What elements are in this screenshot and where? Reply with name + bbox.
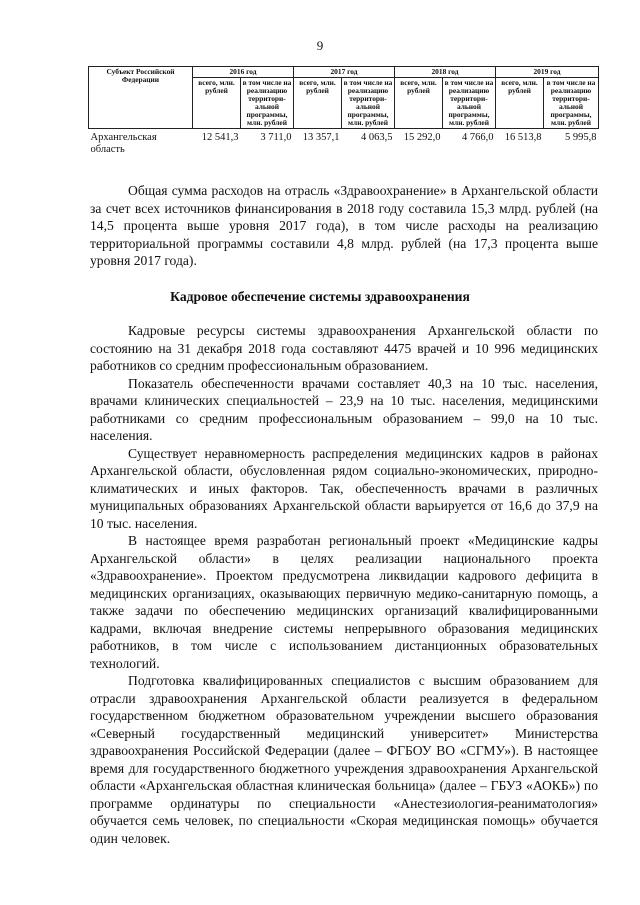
table-row — [89, 129, 599, 157]
program-subheader: в том числе на реализацию территори-альной программы, млн. рублей — [241, 78, 294, 129]
paragraph: Кадровые ресурсы системы здравоохранения Архангельской области по состоянию на 31 декабря 2018 года составляют 4475 врачей и 10 996 медицинских работников со средним профессиональным образованием. — [90, 323, 598, 373]
subject-header: Субъект Российской Федерации — [89, 67, 193, 129]
staffing-section — [90, 322, 598, 847]
value-cell: 13 357,1 — [302, 132, 340, 143]
total-subheader: всего, млн. рублей — [294, 78, 342, 129]
program-subheader: в том числе на реализацию территори-альной программы, млн. рублей — [443, 78, 496, 129]
value-cell: 15 292,0 — [403, 132, 441, 143]
year-header: 2016 год — [193, 67, 294, 78]
paragraph: Подготовка квалифицированных специалистов с высшим образованием для отрасли здравоохранения Архангельской области реализуется в федеральном государственном бюджетном образовательном учреждении высшего образования «Северный государственный медицинский университет» Министерства здравоохранения Российской Федерации (далее – ФГБОУ ВО «СГМУ»). В настоящее время для государственного бюджетного учреждения здравоохранения Архангельской области «Архангельская областная клиническая больница» (далее – ГБУЗ «АОКБ») по программе ординатуры по специальности «Анестезиология-реаниматология» обучается семь человек, по специальности «Скорая медицинская помощь» обучается один человек. — [90, 673, 598, 846]
year-header: 2018 год — [395, 67, 496, 78]
table-header-row — [89, 67, 599, 78]
paragraph: В настоящее время разработан региональный проект «Медицинские кадры Архангельской области» в целях реализации национального проекта «Здравоохранение». Проектом предусмотрена ликвидации кадрового дефицита в медицинских организациях, оказывающих первичную медико-санитарную помощь, а также задачи по обеспечению медицинских организаций квалифицированными кадрами, включая внедрение системы непрерывного образования медицинских работников, в том числе с использованием дистанционных образовательных технологий. — [90, 533, 598, 671]
value-cell: 16 513,8 — [504, 132, 542, 143]
paragraph: Показатель обеспеченности врачами составляет 40,3 на 10 тыс. населения, врачами клинических специальностей – 23,9 на 10 тыс. населения, медицинскими работниками со средним профессиональным образованием – 99,0 на 10 тыс. населения. — [90, 375, 598, 443]
intro-section — [90, 182, 598, 270]
total-subheader: всего, млн. рублей — [193, 78, 241, 129]
value-cell: 5 995,8 — [565, 132, 597, 143]
program-subheader: в том числе на реализацию территори-альной программы, млн. рублей — [342, 78, 395, 129]
region-cell: Архангельская область — [90, 132, 157, 155]
total-expenses-paragraph: Общая сумма расходов на отрасль «Здравоохранение» в Архангельской области за счет всех источников финансирования в 2018 году составила 15,3 млрд. рублей (на 14,5 процента выше уровня 2017 года), в том числе расходы на реализацию территориальной программы составили 4,8 млрд. рублей (на 17,3 процента выше уровня 2017 года). — [90, 183, 598, 268]
year-header: 2017 год — [294, 67, 395, 78]
page-number: 9 — [316, 38, 324, 53]
section-heading: Кадровое обеспечение системы здравоохранения — [170, 289, 470, 304]
finance-table — [88, 66, 599, 156]
program-subheader: в том числе на реализацию территори-альной программы, млн. рублей — [544, 78, 599, 129]
total-subheader: всего, млн. рублей — [496, 78, 544, 129]
paragraph: Существует неравномерность распределения медицинских кадров в районах Архангельской области, обусловленная рядом социально-экономических, природно-климатических и иных факторов. Так, обеспеченность врачами в различных муниципальных образованиях Архангельской области варьируется от 16,6 до 37,9 на 10 тыс. населения. — [90, 445, 598, 531]
value-cell: 12 541,3 — [201, 132, 239, 143]
value-cell: 4 063,5 — [361, 132, 393, 143]
year-header: 2019 год — [496, 67, 599, 78]
value-cell: 4 766,0 — [462, 132, 494, 143]
total-subheader: всего, млн. рублей — [395, 78, 443, 129]
value-cell: 3 711,0 — [260, 132, 292, 143]
